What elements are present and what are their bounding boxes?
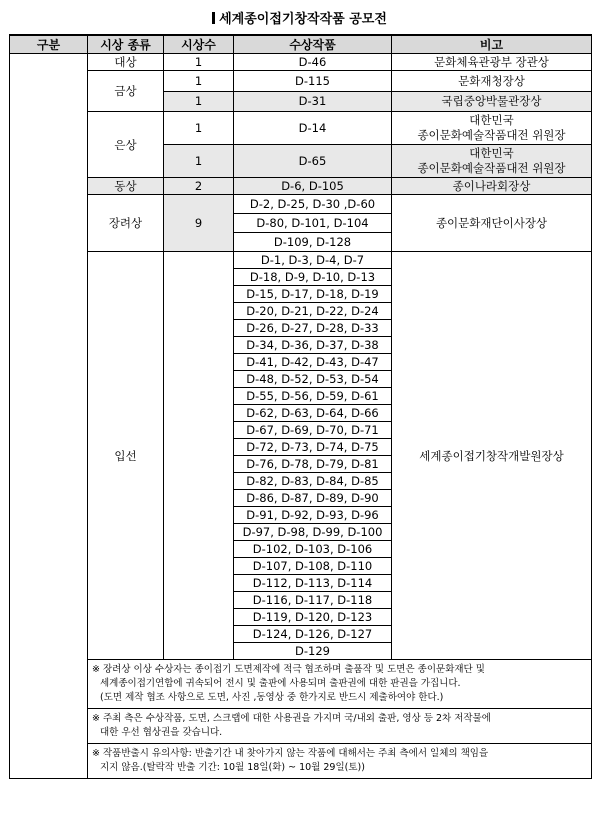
header-row bbox=[10, 35, 592, 54]
award-work: D-48, D-52, D-53, D-54 bbox=[234, 371, 392, 388]
award-note: 세계종이접기창작개발원장상 bbox=[392, 252, 592, 660]
award-work: D-20, D-21, D-22, D-24 bbox=[234, 303, 392, 320]
award-work: D-109, D-128 bbox=[234, 233, 392, 252]
note-row bbox=[10, 709, 592, 744]
award-note bbox=[392, 112, 592, 145]
table-row bbox=[10, 252, 592, 269]
note-line: ※ 주최 측은 수상작품, 도면, 스크랩에 대한 사용권을 가지며 국/내외 출판, 영상 등 2차 저작물에 bbox=[92, 713, 491, 724]
award-work: D-76, D-78, D-79, D-81 bbox=[234, 456, 392, 473]
award-work: D-107, D-108, D-110 bbox=[234, 558, 392, 575]
award-kind: 입선 bbox=[88, 252, 164, 660]
award-count: 9 bbox=[164, 195, 234, 252]
award-work: D-80, D-101, D-104 bbox=[234, 214, 392, 233]
note-drawings bbox=[88, 660, 592, 709]
header-works: 수상작품 bbox=[234, 35, 392, 54]
note-line: 지지 않음.(탈락작 반출 기간: 10월 18일(화) ~ 10월 29일(토)) bbox=[100, 762, 365, 773]
table-row bbox=[10, 71, 592, 92]
table-row bbox=[10, 195, 592, 214]
award-work: D-97, D-98, D-99, D-100 bbox=[234, 524, 392, 541]
title-bullet-icon bbox=[212, 12, 215, 24]
award-work: D-18, D-9, D-10, D-13 bbox=[234, 269, 392, 286]
award-work: D-14 bbox=[234, 112, 392, 145]
award-work: D-82, D-83, D-84, D-85 bbox=[234, 473, 392, 490]
award-work: D-55, D-56, D-59, D-61 bbox=[234, 388, 392, 405]
table-row bbox=[10, 54, 592, 71]
award-count: 1 bbox=[164, 145, 234, 178]
award-note-line: 대한민국 bbox=[469, 146, 514, 160]
award-kind: 금상 bbox=[88, 71, 164, 112]
note-row bbox=[10, 744, 592, 779]
award-work: D-31 bbox=[234, 91, 392, 112]
award-work: D-6, D-105 bbox=[234, 178, 392, 195]
award-note: 문화체육관광부 장관상 bbox=[392, 54, 592, 71]
award-note bbox=[392, 145, 592, 178]
award-work: D-15, D-17, D-18, D-19 bbox=[234, 286, 392, 303]
note-rights bbox=[88, 709, 592, 744]
award-work: D-116, D-117, D-118 bbox=[234, 592, 392, 609]
award-note: 국립중앙박물관장상 bbox=[392, 91, 592, 112]
header-count: 시상수 bbox=[164, 35, 234, 54]
note-line: 세계종이접기연합에 귀속되어 전시 및 출판에 사용되며 출판권에 대한 판권을 가집니다. bbox=[100, 678, 461, 689]
award-count: 1 bbox=[164, 54, 234, 71]
award-note: 문화재청장상 bbox=[392, 71, 592, 92]
award-work: D-1, D-3, D-4, D-7 bbox=[234, 252, 392, 269]
award-note-line: 종이문화예술작품대전 위원장 bbox=[417, 161, 566, 175]
awards-table bbox=[9, 34, 592, 779]
award-work: D-41, D-42, D-43, D-47 bbox=[234, 354, 392, 371]
award-kind: 대상 bbox=[88, 54, 164, 71]
award-work: D-129 bbox=[234, 643, 392, 660]
category-cell bbox=[10, 54, 88, 779]
note-line: ※ 장려상 이상 수상자는 종이접기 도면제작에 적극 협조하며 출품작 및 도면은 종이문화재단 및 bbox=[92, 664, 485, 675]
award-work: D-2, D-25, D-30 ,D-60 bbox=[234, 195, 392, 214]
award-kind: 장려상 bbox=[88, 195, 164, 252]
award-work: D-119, D-120, D-123 bbox=[234, 609, 392, 626]
award-count: 1 bbox=[164, 91, 234, 112]
award-work: D-86, D-87, D-89, D-90 bbox=[234, 490, 392, 507]
note-return bbox=[88, 744, 592, 779]
table-row bbox=[10, 178, 592, 195]
page-title bbox=[0, 8, 599, 27]
award-work: D-65 bbox=[234, 145, 392, 178]
note-line: 대한 우선 협상권을 갖습니다. bbox=[100, 727, 223, 738]
award-note: 종이나라회장상 bbox=[392, 178, 592, 195]
award-note-line: 종이문화예술작품대전 위원장 bbox=[417, 128, 566, 142]
award-work: D-67, D-69, D-70, D-71 bbox=[234, 422, 392, 439]
award-note: 종이문화재단이사장상 bbox=[392, 195, 592, 252]
award-work: D-112, D-113, D-114 bbox=[234, 575, 392, 592]
award-kind: 은상 bbox=[88, 112, 164, 178]
award-work: D-72, D-73, D-74, D-75 bbox=[234, 439, 392, 456]
award-work: D-62, D-63, D-64, D-66 bbox=[234, 405, 392, 422]
award-work: D-102, D-103, D-106 bbox=[234, 541, 392, 558]
note-row bbox=[10, 660, 592, 709]
header-remarks: 비고 bbox=[392, 35, 592, 54]
award-count: 1 bbox=[164, 112, 234, 145]
award-count: 1 bbox=[164, 71, 234, 92]
award-work: D-34, D-36, D-37, D-38 bbox=[234, 337, 392, 354]
award-count bbox=[164, 252, 234, 660]
title-text: 세계종이접기창작작품 공모전 bbox=[219, 12, 387, 27]
award-work: D-26, D-27, D-28, D-33 bbox=[234, 320, 392, 337]
table-row bbox=[10, 112, 592, 145]
note-line: (도면 제작 협조 사항으로 도면, 사진 ,동영상 중 한가지로 반드시 제출하여야 한다.) bbox=[100, 692, 444, 703]
award-count: 2 bbox=[164, 178, 234, 195]
header-category: 구분 bbox=[10, 35, 88, 54]
award-work: D-91, D-92, D-93, D-96 bbox=[234, 507, 392, 524]
award-work: D-115 bbox=[234, 71, 392, 92]
award-work: D-46 bbox=[234, 54, 392, 71]
award-kind: 동상 bbox=[88, 178, 164, 195]
award-work: D-124, D-126, D-127 bbox=[234, 626, 392, 643]
header-award-type: 시상 종류 bbox=[88, 35, 164, 54]
award-note-line: 대한민국 bbox=[469, 113, 514, 127]
note-line: ※ 작품반출시 유의사항: 반출기간 내 찾아가지 않는 작품에 대해서는 주최 측에서 일체의 책임을 bbox=[92, 748, 489, 759]
